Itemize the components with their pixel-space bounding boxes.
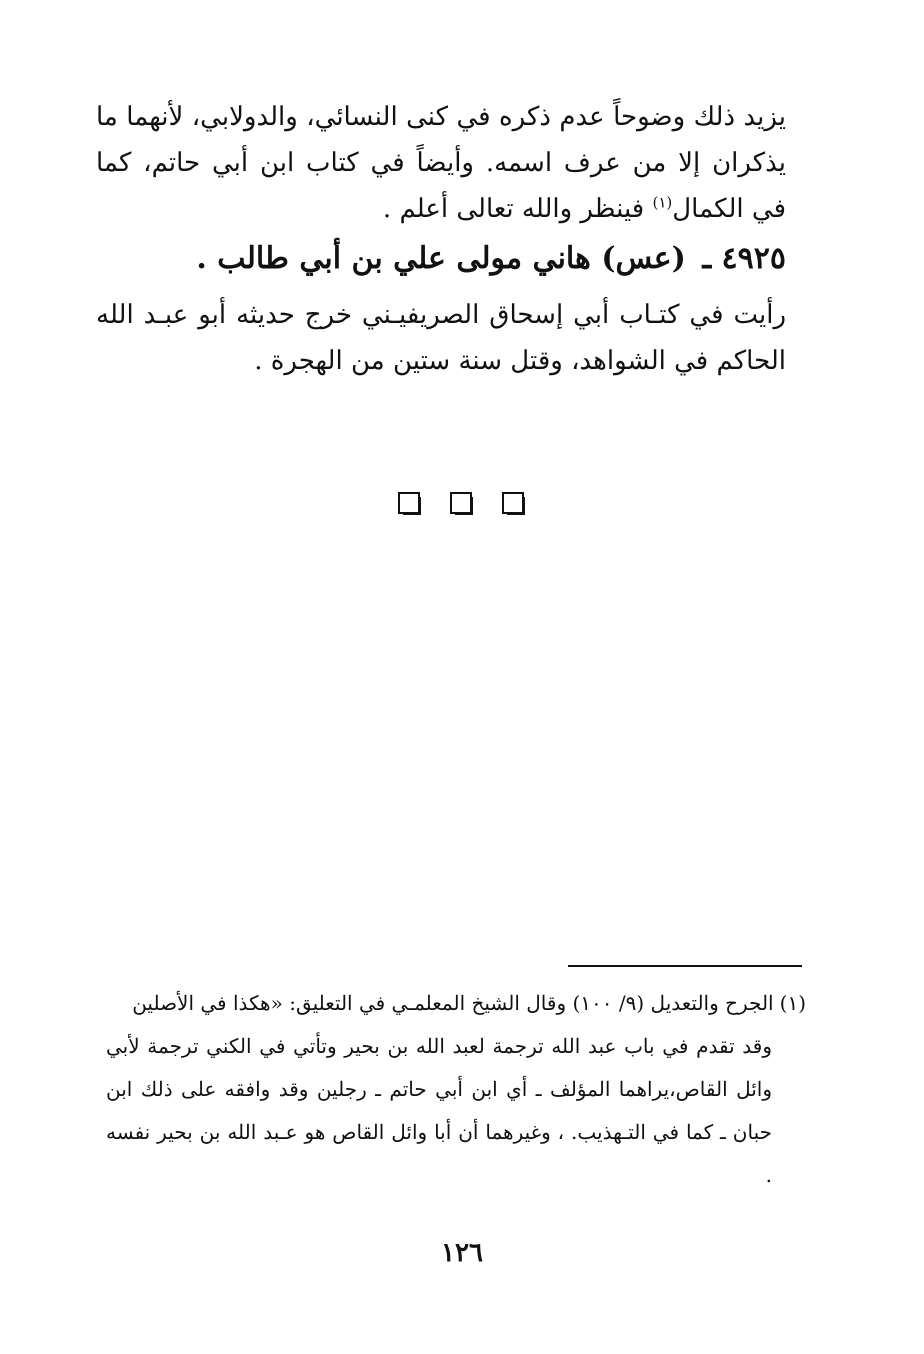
entry-number: ٤٩٢٥ ـ — [702, 241, 786, 276]
entry-heading — [96, 236, 786, 282]
paragraph-1-tail: فينظر والله تعالى أعلم . — [382, 194, 653, 224]
paragraph-2: رأيت في كتـاب أبي إسحاق الصريفيـني خرج حديثه أبو عبـد الله الحاكم في الشواهد، وقتل سنة ستين من الهجرة . — [96, 300, 786, 376]
section-ornaments — [0, 492, 924, 516]
footnote-body: وقد تقدم في باب عبد الله ترجمة لعبد الله بن بحير وتأتي في الكني ترجمة لأبي وائل القاص،يراهما المؤلف ـ أي ابن أبي حاتم ـ رجلين وقد وافقه على ذلك ابن حبان ـ كما في التـهذيب. ، وغيرهما أن أبا وائل القاص هو عـبد الله بن بحير نفسه . — [106, 1034, 772, 1187]
page-number: ١٢٦ — [441, 1238, 483, 1268]
footnote-divider — [568, 965, 802, 967]
footnote-mark: (١) — [779, 991, 806, 1015]
square-ornament-icon — [398, 492, 422, 516]
paragraph-1 — [96, 94, 786, 232]
square-ornament-icon — [502, 492, 526, 516]
paragraph-1-text: يزيد ذلك وضوحاً عدم ذكره في كنى النسائي، والدولابي، لأنهما ما يذكران إلا من عرف اسمه. وأيضاً في كتاب ابن أبي حاتم، كما في الكمال — [96, 102, 786, 224]
footnote — [106, 982, 806, 1197]
footnote-first-line: الجرح والتعديل (٩/ ١٠٠) وقال الشيخ المعلمـي في التعليق: «هكذا في الأصلين — [132, 991, 774, 1015]
footnote-reference[interactable]: (١) — [652, 193, 673, 212]
entry-title: (عس) هاني مولى علي بن أبي طالب . — [196, 241, 686, 276]
square-ornament-icon — [450, 492, 474, 516]
